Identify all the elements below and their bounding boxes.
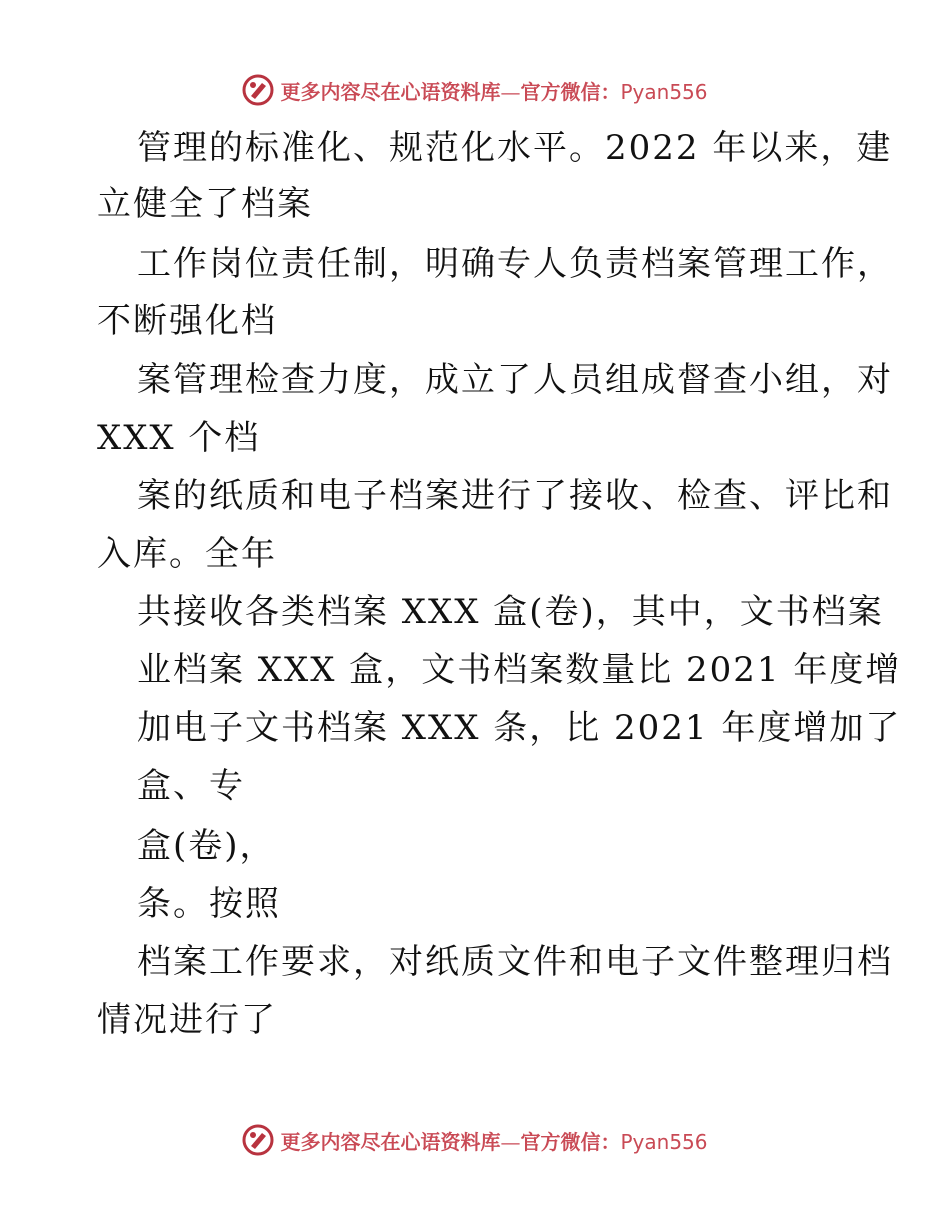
banner-title: 更多内容尽在心语资料库 <box>280 79 501 104</box>
logo-icon <box>242 1124 274 1156</box>
text-line: 管理的标准化、规范化水平。2022 年以来，建 <box>137 128 893 168</box>
text-line: 立健全了档案 <box>97 184 313 224</box>
text-line: 不断强化档 <box>97 301 277 341</box>
banner-suffix: 官方微信： <box>520 1129 621 1154</box>
text-line: 情况进行了 <box>97 1000 277 1040</box>
banner-text <box>280 76 707 105</box>
banner-account: Pyan556 <box>620 79 708 104</box>
text-line: 盒、专 <box>137 766 245 806</box>
banner-account: Pyan556 <box>620 1129 708 1154</box>
banner-suffix: 官方微信： <box>520 79 621 104</box>
footer-banner <box>0 1120 950 1160</box>
text-line: 条。按照 <box>137 884 281 924</box>
text-line: 共接收各类档案 XXX 盒(卷)，其中，文书档案 <box>137 592 884 632</box>
text-line: 业档案 XXX 盒，文书档案数量比 2021 年度增 <box>137 650 902 690</box>
banner-separator: — <box>500 79 521 104</box>
text-line: 工作岗位责任制，明确专人负责档案管理工作， <box>137 244 893 284</box>
text-line: XXX 个档 <box>97 418 261 458</box>
banner-text <box>280 1126 707 1155</box>
text-line: 案的纸质和电子档案进行了接收、检查、评比和 <box>137 476 893 516</box>
header-banner <box>0 70 950 110</box>
text-line: 档案工作要求，对纸质文件和电子文件整理归档 <box>137 942 893 982</box>
text-line: 盒(卷)， <box>137 826 276 866</box>
logo-icon <box>242 74 274 106</box>
text-line: 案管理检查力度，成立了人员组成督查小组，对 <box>137 360 893 400</box>
banner-title: 更多内容尽在心语资料库 <box>280 1129 501 1154</box>
banner-separator: — <box>500 1129 521 1154</box>
text-line: 入库。全年 <box>97 534 277 574</box>
text-line: 加电子文书档案 XXX 条，比 2021 年度增加了 <box>137 708 902 748</box>
